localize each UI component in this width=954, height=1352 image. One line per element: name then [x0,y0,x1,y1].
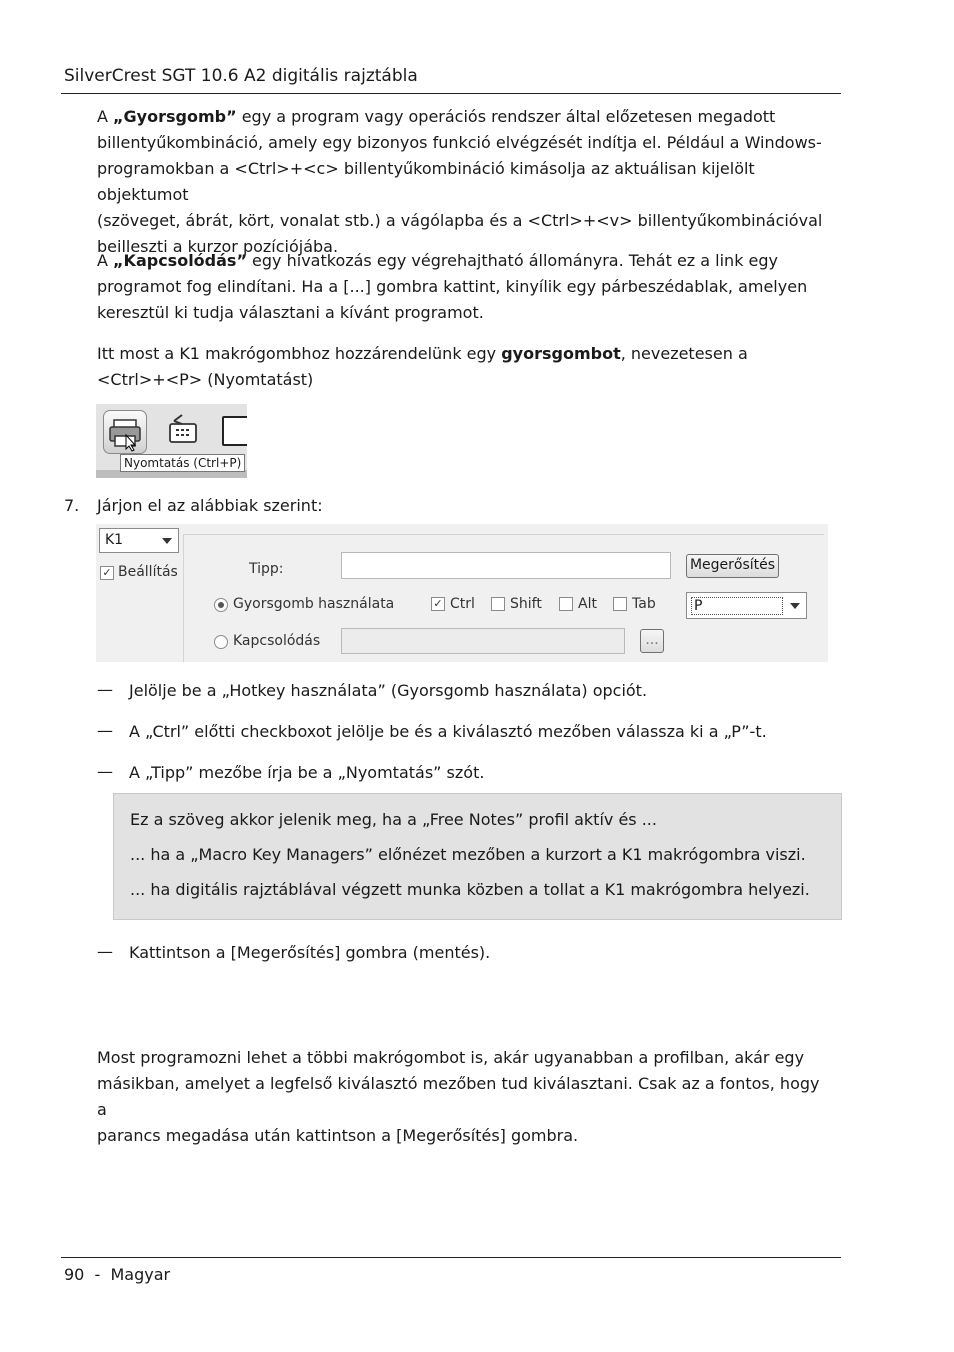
tip-label: Tipp: [249,561,284,577]
text-line: keresztül ki tudja választani a kívánt programot. [97,303,484,322]
shift-checkbox[interactable] [491,597,505,611]
page-footer [64,1265,170,1284]
link-path-input[interactable] [341,628,625,654]
hotkey-radio-label: Gyorsgomb használata [233,596,395,612]
text-line: parancs megadása után kattintson a [Megerősítés] gombra. [97,1126,579,1145]
bullet-item-last: Kattintson a [Megerősítés] gombra (mentés). [129,943,491,962]
bullet-dash: — [97,762,113,781]
alt-checkbox[interactable] [559,597,573,611]
text-line: programot fog elindítani. Ha a [...] gombra kattint, kinyílik egy párbeszédablak, amelyen [97,277,808,296]
bullet-dash: — [97,721,113,740]
note-line: Ez a szöveg akkor jelenik meg, ha a „Free Notes” profil aktív és ... [130,810,657,829]
print-toolbar-button[interactable] [103,410,147,454]
footer-rule [61,1257,841,1258]
term-shortcut: gyorsgombot [501,344,621,363]
paragraph-hotkey [97,104,827,260]
bullet-item: A „Tipp” mezőbe írja be a „Nyomtatás” szót. [129,763,485,782]
text-prefix: A [97,107,114,126]
browse-button[interactable]: ... [640,629,664,653]
setting-checkbox[interactable]: ✓ [100,566,114,580]
tab-label: Tab [632,596,656,612]
text-line: (szöveget, ábrát, kört, vonalat stb.) a vágólapba és a <Ctrl>+<v> billentyűkombinációval [97,211,823,230]
hotkey-radio[interactable] [214,598,228,612]
text-line: billentyűkombináció, amely egy bizonyos funkció elvégzését indítja el. Például a Windows- [97,133,822,152]
bullet-dash: — [97,942,113,961]
term-hotkey: „Gyorsgomb” [113,107,237,126]
key-select[interactable] [686,592,807,619]
bullet-item: Jelölje be a „Hotkey használata” (Gyorsgomb használata) opciót. [129,681,648,700]
text-line: egy hivatkozás egy végrehajtható állományra. Tehát ez a link egy [246,251,779,270]
text-line: beilleszti a kurzor pozíciójába. [97,237,339,256]
macro-key-value: K1 [105,532,124,548]
text-pre: Itt most a K1 makrógombhoz hozzárendelünk egy [97,344,502,363]
note-line: ... ha digitális rajztáblával végzett munka közben a tollat a K1 makrógombra helyezi. [130,880,810,899]
paragraph-final [97,1045,827,1149]
note-box [113,793,842,920]
bullet-dash: — [97,680,113,699]
text-post: , nevezetesen a [620,344,748,363]
window-icon [222,416,247,446]
step-text: Járjon el az alábbiak szerint: [97,496,323,515]
text-line: <Ctrl>+<P> (Nyomtatást) [97,370,314,389]
chevron-down-icon [790,603,800,609]
ctrl-checkbox[interactable]: ✓ [431,597,445,611]
alt-label: Alt [578,596,597,612]
tab-checkbox[interactable] [613,597,627,611]
text-line: másikban, amelyet a legfelső kiválasztó mezőben tud kiválasztani. Csak az a fontos, hogy a [97,1074,820,1119]
header-rule [61,93,841,94]
macro-key-select[interactable] [99,528,179,553]
shift-label: Shift [510,596,542,612]
bullet-item: A „Ctrl” előtti checkboxot jelölje be és a kiválasztó mezőben válassza ki a „P”-t. [129,722,767,741]
link-radio-label: Kapcsolódás [233,633,321,649]
ctrl-label: Ctrl [450,596,475,612]
footer-separator: - [94,1265,101,1284]
text-line: Most programozni lehet a többi makrógombot is, akár ugyanabban a profilban, akár egy [97,1048,805,1067]
link-radio[interactable] [214,635,228,649]
paragraph-link [97,248,827,326]
macro-dialog-screenshot [96,524,828,662]
setting-label: Beállítás [118,564,178,580]
paragraph-assign [97,341,827,393]
term-link: „Kapcsolódás” [113,251,247,270]
confirm-button[interactable]: Megerősítés [686,554,779,578]
footer-language: Magyar [110,1265,171,1284]
undo-icon [164,412,202,446]
text-line: programokban a <Ctrl>+<c> billentyűkombináció kimásolja az aktuálisan kijelölt objektumot [97,159,755,204]
tip-input[interactable] [341,552,671,579]
text-prefix: A [97,251,114,270]
page-number: 90 [64,1265,85,1284]
toolbar-screenshot [96,404,247,478]
text-line: egy a program vagy operációs rendszer által előzetesen megadott [236,107,776,126]
printer-icon [104,411,146,453]
note-line: ... ha a „Macro Key Managers” előnézet mezőben a kurzort a K1 makrógombra viszi. [130,845,806,864]
step-number: 7. [64,496,80,515]
print-tooltip: Nyomtatás (Ctrl+P) [120,454,245,472]
key-select-value: P [691,597,783,615]
page-header: SilverCrest SGT 10.6 A2 digitális rajztábla [64,66,418,86]
chevron-down-icon [162,538,172,544]
